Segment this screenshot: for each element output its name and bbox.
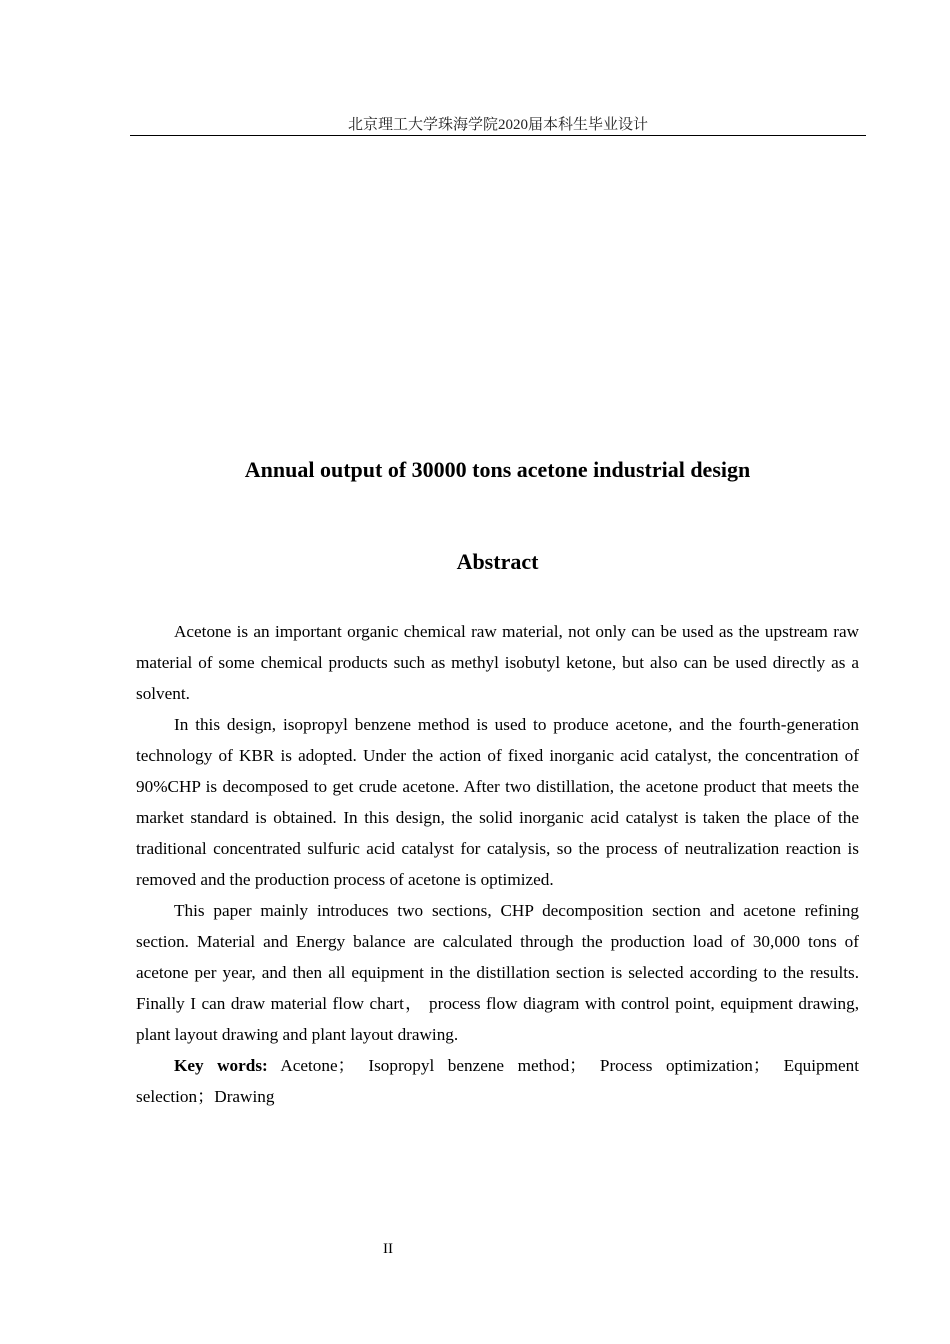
paper-title: Annual output of 30000 tons acetone industrial design: [244, 457, 751, 482]
page-number: II: [383, 1241, 393, 1257]
keywords-text: Acetone； Isopropyl benzene method； Process optimization； Equipment selection；Drawing: [136, 1056, 859, 1106]
abstract-heading: Abstract: [456, 549, 539, 574]
running-header: 北京理工大学珠海学院2020届本科生毕业设计: [347, 117, 648, 133]
abstract-paragraph-3: This paper mainly introduces two sections, CHP decomposition section and acetone refining section. Material and Energy balance are calculated through the production load of 30,000 tons of acetone per year, and then all equipment in the distillation section is selected according to the results. Finally I can draw material flow chart， process flow diagram with control point, equipment drawing, plant layout drawing and plant layout drawing.: [136, 901, 859, 1044]
keywords: [136, 1050, 859, 1112]
keywords-label: Key words:: [174, 1056, 268, 1075]
header-rule: [130, 135, 866, 136]
abstract-paragraph-2: In this design, isopropyl benzene method is used to produce acetone, and the fourth-generation technology of KBR is adopted. Under the action of fixed inorganic acid catalyst, the concentration of 90%CHP is decomposed to get crude acetone. After two distillation, the acetone product that meets the market standard is obtained. In this design, the solid inorganic acid catalyst is taken the place of the traditional concentrated sulfuric acid catalyst for catalysis, so the process of neutralization reaction is removed and the production process of acetone is optimized.: [136, 715, 859, 889]
abstract-body: [136, 616, 859, 1112]
abstract-paragraph-1: Acetone is an important organic chemical raw material, not only can be used as the upstream raw material of some chemical products such as methyl isobutyl ketone, but also can be used directly as a solvent.: [136, 622, 859, 703]
